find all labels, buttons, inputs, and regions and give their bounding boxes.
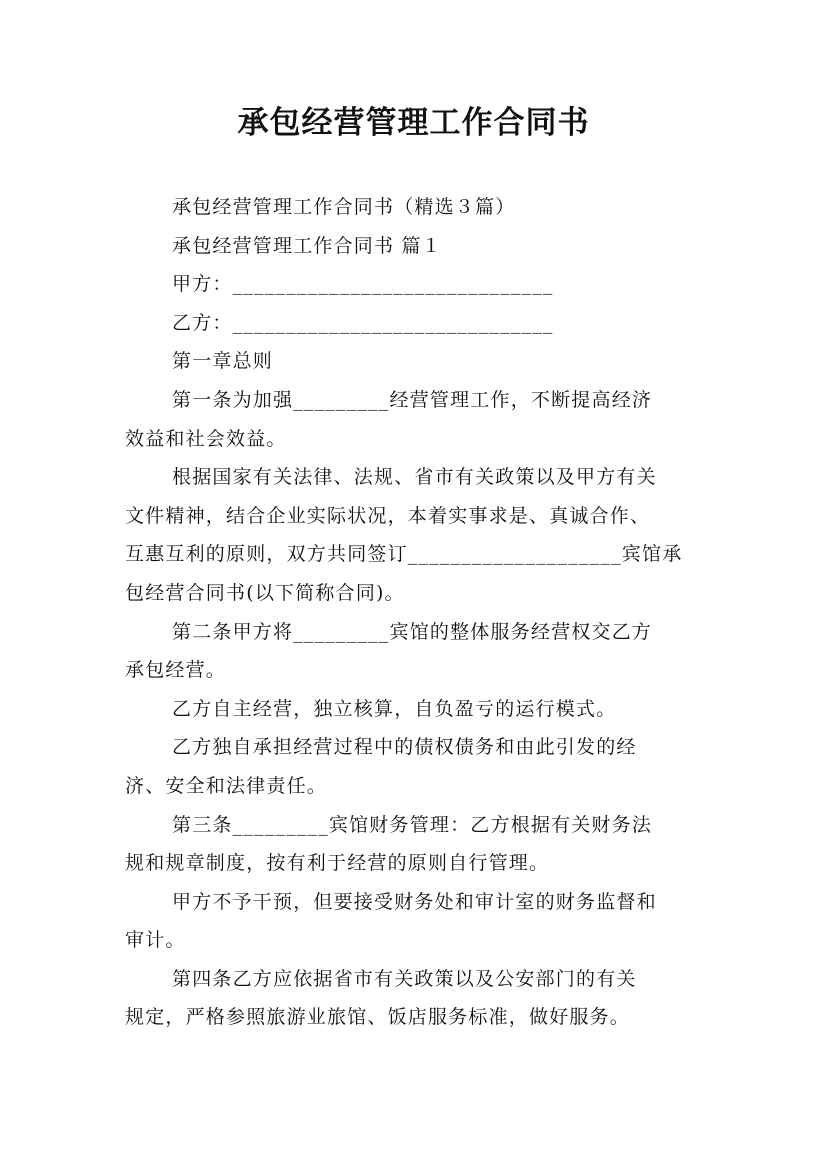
document-line: 第一章总则 [172, 350, 274, 373]
document-line: 甲方：______________________________ [172, 273, 554, 296]
document-line: 济、安全和法律责任。 [125, 774, 328, 797]
document-body [125, 188, 725, 1037]
document-line: 承包经营管理工作合同书 篇１ [172, 234, 442, 257]
document-line: 第二条甲方将_________宾馆的整体服务经营权交乙方 [172, 620, 653, 643]
document-line: 规定，严格参照旅游业旅馆、饭店服务标准，做好服务。 [125, 1006, 631, 1029]
document-title: 承包经营管理工作合同书 [237, 105, 590, 141]
document-line: 效益和社会效益。 [125, 427, 287, 450]
document-line: 包经营合同书(以下简称合同)。 [125, 581, 405, 604]
document-line: 乙方自主经营，独立核算，自负盈亏的运行模式。 [172, 697, 617, 720]
document-line: 互惠互利的原则，双方共同签订____________________宾馆承 [125, 543, 683, 566]
document-line: 规和规章制度，按有利于经营的原则自行管理。 [125, 852, 550, 875]
document-line: 第三条_________宾馆财务管理：乙方根据有关财务法 [172, 813, 653, 836]
document-line: 第四条乙方应依据省市有关政策以及公安部门的有关 [172, 967, 637, 990]
document-line: 承包经营。 [125, 659, 227, 682]
document-line: 根据国家有关法律、法规、省市有关政策以及甲方有关 [172, 466, 657, 489]
document-line: 第一条为加强_________经营管理工作，不断提高经济 [172, 388, 653, 411]
document-line: 审计。 [125, 929, 186, 952]
document-line: 甲方不予干预，但要接受财务处和审计室的财务监督和 [172, 890, 657, 913]
document-line: 乙方独自承担经营过程中的债权债务和由此引发的经 [172, 736, 637, 759]
document-line: 承包经营管理工作合同书（精选３篇） [172, 196, 516, 218]
document-line: 文件精神，结合企业实际状况，本着实事求是、真诚合作、 [125, 504, 651, 527]
document-line: 乙方：______________________________ [172, 311, 554, 334]
